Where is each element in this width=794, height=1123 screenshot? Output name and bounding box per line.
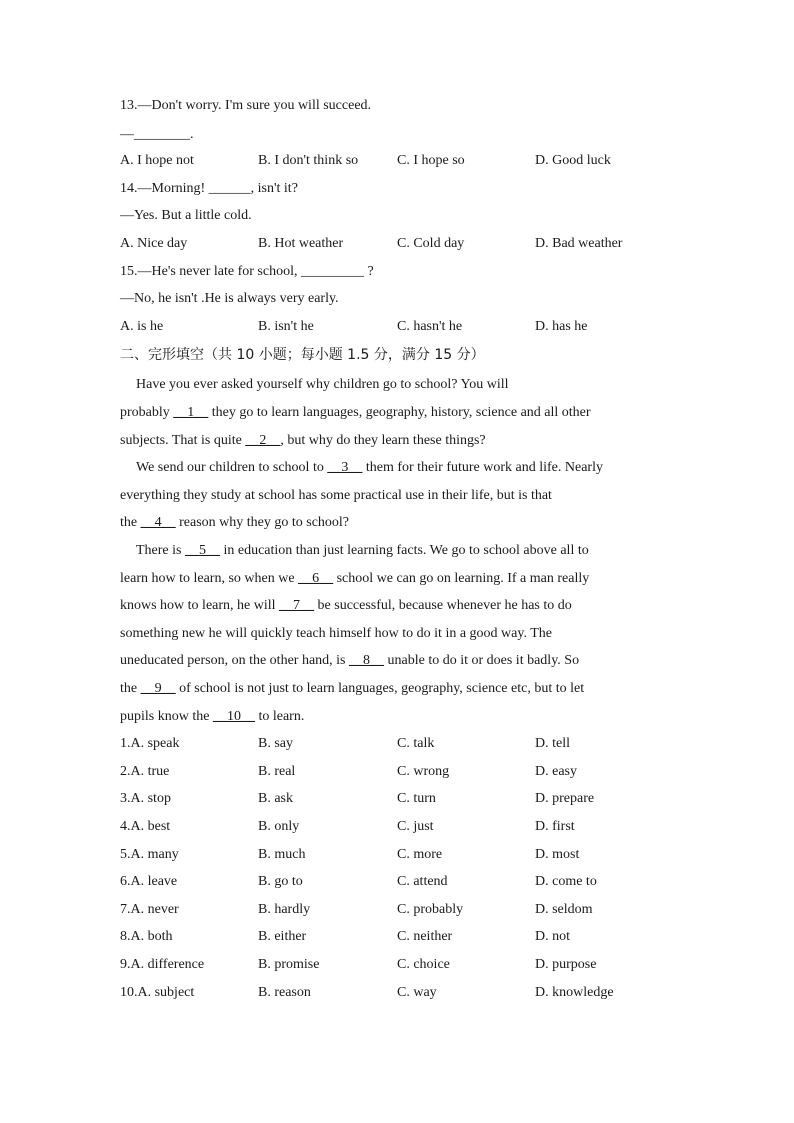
passage-line: probably __1__ they go to learn languages, geography, history, science and all other — [120, 405, 591, 420]
cloze-5-option-c: C. more — [397, 847, 443, 862]
cloze-7-option-a: 7.A. never — [120, 902, 179, 917]
cloze-2-option-b: B. real — [258, 764, 296, 779]
cloze-10-option-b: B. reason — [258, 985, 311, 1000]
blank-9: __9__ — [140, 681, 176, 696]
question-15-option-a: A. is he — [120, 319, 164, 334]
question-13-line-2: —________. — [120, 127, 194, 142]
blank-8: __8__ — [349, 653, 384, 668]
blank-3: __3__ — [327, 460, 363, 475]
cloze-3-option-a: 3.A. stop — [120, 791, 171, 806]
cloze-6-option-d: D. come to — [535, 874, 597, 889]
cloze-5-option-d: D. most — [535, 847, 580, 862]
cloze-9-option-d: D. purpose — [535, 957, 597, 972]
passage-line: Have you ever asked yourself why children go to school? You will — [136, 377, 509, 392]
passage-line: We send our children to school to __3__ them for their future work and life. Nearly — [136, 460, 603, 475]
passage-line: something new he will quickly teach himself how to do it in a good way. The — [120, 626, 552, 641]
cloze-4-option-c: C. just — [397, 819, 434, 834]
cloze-8-option-a: 8.A. both — [120, 929, 173, 944]
blank-7: __7__ — [279, 598, 315, 613]
passage-line: knows how to learn, he will __7__ be successful, because whenever he has to do — [120, 598, 572, 613]
cloze-3-option-c: C. turn — [397, 791, 436, 806]
passage-line: subjects. That is quite __2__, but why do they learn these things? — [120, 433, 486, 448]
cloze-8-option-d: D. not — [535, 929, 570, 944]
cloze-2-option-c: C. wrong — [397, 764, 450, 779]
question-13-line-1: 13.—Don't worry. I'm sure you will succeed. — [120, 98, 372, 113]
blank-5: __5__ — [184, 543, 220, 558]
question-15-option-d: D. has he — [535, 319, 588, 334]
blank-6: __6__ — [298, 571, 334, 586]
passage-line: the __9__ of school is not just to learn languages, geography, science etc, but to let — [120, 681, 585, 696]
cloze-7-option-b: B. hardly — [258, 902, 311, 917]
passage-line: the __4__ reason why they go to school? — [120, 515, 350, 530]
cloze-1-option-a: 1.A. speak — [120, 736, 180, 751]
section-2-heading: 二、完形填空（共 10 小题；每小题 1.5 分，满分 15 分） — [120, 347, 485, 363]
cloze-1-option-b: B. say — [258, 736, 293, 751]
question-13-option-d: D. Good luck — [535, 153, 611, 168]
question-14-line-2: —Yes. But a little cold. — [120, 208, 252, 223]
cloze-10-option-a: 10.A. subject — [120, 985, 195, 1000]
cloze-1-option-d: D. tell — [535, 736, 570, 751]
question-14-option-c: C. Cold day — [397, 236, 465, 251]
question-14-option-d: D. Bad weather — [535, 236, 623, 251]
cloze-7-option-c: C. probably — [397, 902, 464, 917]
question-13-option-a: A. I hope not — [120, 153, 194, 168]
question-14-option-a: A. Nice day — [120, 236, 188, 251]
cloze-6-option-a: 6.A. leave — [120, 874, 178, 889]
question-14-option-b: B. Hot weather — [258, 236, 344, 251]
question-15-line-2: —No, he isn't .He is always very early. — [120, 291, 339, 306]
question-15-line-1: 15.—He's never late for school, _________ ? — [120, 264, 374, 279]
passage-line: uneducated person, on the other hand, is __8__ unable to do it or does it badly. So — [120, 653, 580, 668]
question-15-option-b: B. isn't he — [258, 319, 314, 334]
blank-4: __4__ — [140, 515, 176, 530]
cloze-6-option-c: C. attend — [397, 874, 448, 889]
question-14-line-1: 14.—Morning! ______, isn't it? — [120, 181, 298, 196]
cloze-10-option-d: D. knowledge — [535, 985, 614, 1000]
passage-line: learn how to learn, so when we __6__ school we can go on learning. If a man really — [120, 571, 590, 586]
cloze-8-option-c: C. neither — [397, 929, 453, 944]
cloze-8-option-b: B. either — [258, 929, 307, 944]
cloze-9-option-b: B. promise — [258, 957, 320, 972]
cloze-6-option-b: B. go to — [258, 874, 303, 889]
cloze-9-option-c: C. choice — [397, 957, 450, 972]
cloze-2-option-d: D. easy — [535, 764, 577, 779]
blank-10: __10__ — [212, 709, 255, 724]
question-13-option-c: C. I hope so — [397, 153, 465, 168]
cloze-3-option-b: B. ask — [258, 791, 293, 806]
cloze-1-option-c: C. talk — [397, 736, 435, 751]
cloze-2-option-a: 2.A. true — [120, 764, 170, 779]
cloze-3-option-d: D. prepare — [535, 791, 595, 806]
cloze-4-option-b: B. only — [258, 819, 300, 834]
passage-line: There is __5__ in education than just learning facts. We go to school above all to — [136, 543, 589, 558]
cloze-9-option-a: 9.A. difference — [120, 957, 205, 972]
cloze-4-option-a: 4.A. best — [120, 819, 171, 834]
cloze-5-option-b: B. much — [258, 847, 306, 862]
question-15-option-c: C. hasn't he — [397, 319, 463, 334]
cloze-5-option-a: 5.A. many — [120, 847, 179, 862]
blank-1: __1__ — [173, 405, 209, 420]
blank-2: __2__ — [245, 433, 281, 448]
cloze-10-option-c: C. way — [397, 985, 437, 1000]
cloze-4-option-d: D. first — [535, 819, 575, 834]
question-13-option-b: B. I don't think so — [258, 153, 359, 168]
passage-line: pupils know the __10__ to learn. — [120, 709, 305, 724]
cloze-7-option-d: D. seldom — [535, 902, 593, 917]
passage-line: everything they study at school has some practical use in their life, but is that — [120, 488, 552, 503]
